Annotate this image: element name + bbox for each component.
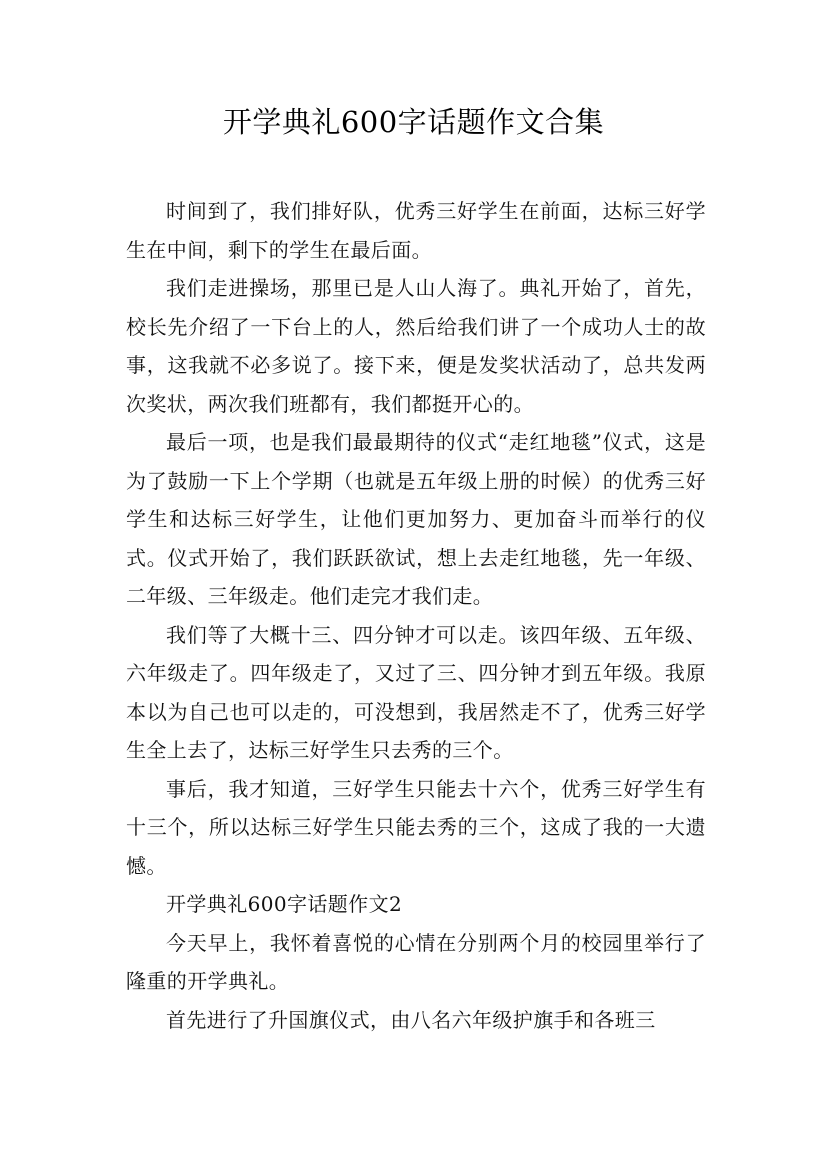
paragraph: 我们等了大概十三、四分钟才可以走。该四年级、五年级、六年级走了。四年级走了，又过了三、四分钟才到五年级。我原本以为自己也可以走的，可没想到，我居然走不了，优秀三好学生全上去了，达标三好学生只去秀的三个。: [126, 622, 706, 762]
document-title: 开学典礼600字话题作文合集: [222, 105, 605, 139]
paragraph: 最后一项，也是我们最最期待的仪式“走红地毯”仪式，这是为了鼓励一下上个学期（也就是五年级上册的时候）的优秀三好学生和达标三好学生，让他们更加努力、更加奋斗而举行的仪式。仪式开始了，我们跃跃欲试，想上去走红地毯，先一年级、二年级、三年级走。他们走完才我们走。: [126, 430, 706, 608]
paragraph: 我们走进操场，那里已是人山人海了。典礼开始了，首先，校长先介绍了一下台上的人，然后给我们讲了一个成功人士的故事，这我就不必多说了。接下来，便是发奖状活动了，总共发两次奖状，两次我们班都有，我们都挺开心的。: [126, 276, 706, 416]
paragraph: 事后，我才知道，三好学生只能去十六个，优秀三好学生有十三个，所以达标三好学生只能去秀的三个，这成了我的一大遗憾。: [126, 776, 706, 878]
paragraph: 首先进行了升国旗仪式，由八名六年级护旗手和各班三: [166, 1007, 656, 1032]
paragraph: 时间到了，我们排好队，优秀三好学生在前面，达标三好学生在中间，剩下的学生在最后面。: [126, 199, 706, 262]
section-heading: 开学典礼600字话题作文2: [166, 892, 403, 916]
paragraph: 今天早上，我怀着喜悦的心情在分别两个月的校园里举行了隆重的开学典礼。: [126, 930, 706, 993]
document-body: [126, 192, 706, 1039]
